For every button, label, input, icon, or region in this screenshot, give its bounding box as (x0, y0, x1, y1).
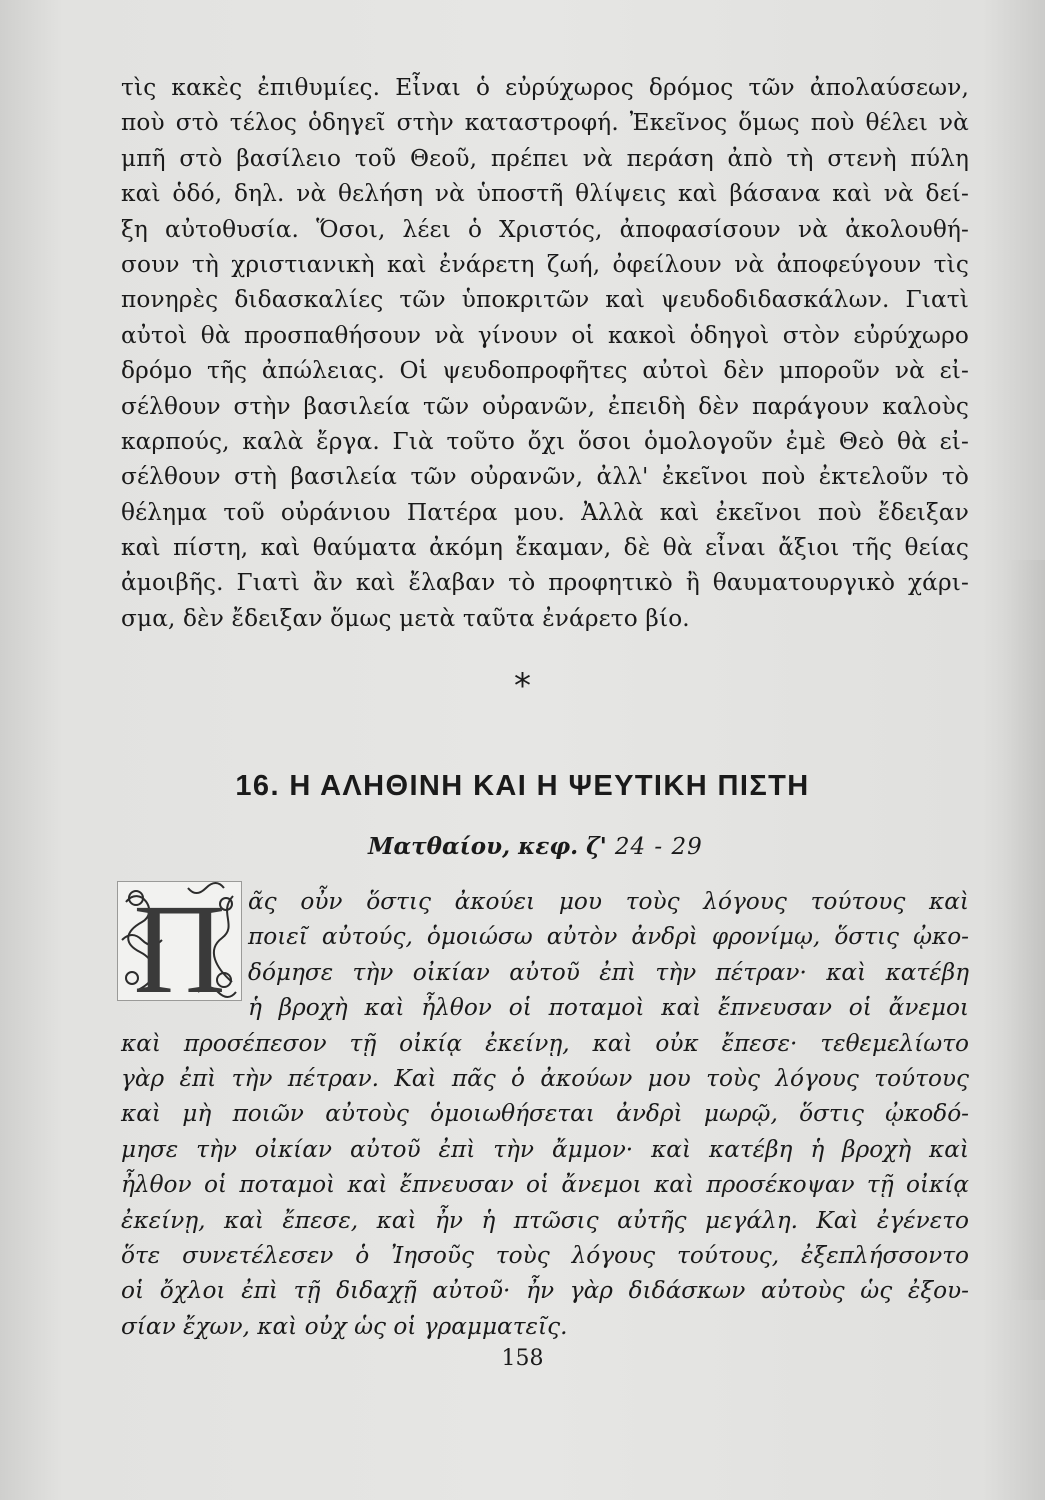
page-number: 158 (501, 1346, 544, 1371)
text-line: σέλθουν στὴ βασιλεία τῶν οὐρανῶν, ἀλλ' ἐκεῖνοι ποὺ ἐκτελοῦν τὸ (121, 463, 969, 491)
text-line: σουν τὴ χριστιανικὴ καὶ ἐνάρετη ζωή, ὀφείλουν νὰ ἀποφεύγουν τὶς (121, 250, 969, 278)
scripture-line: οἱ ὄχλοι ἐπὶ τῇ διδαχῇ αὐτοῦ· ἦν γὰρ διδάσκων αὐτοὺς ὡς ἐξου- (121, 1277, 969, 1305)
scripture-line: καὶ μὴ ποιῶν αὐτοὺς ὁμοιωθήσεται ἀνδρὶ μωρῷ, ὅστις ᾠκοδό- (121, 1100, 969, 1128)
text-line: μπῆ στὸ βασίλειο τοῦ Θεοῦ, πρέπει νὰ περάση ἀπὸ τὴ στενὴ πύλη (121, 144, 969, 172)
drop-cap-letter: Π (133, 878, 226, 1020)
scripture-line: ἐκείνῃ, καὶ ἔπεσε, καὶ ἦν ἡ πτῶσις αὐτῆς μεγάλη. Καὶ ἐγένετο (121, 1206, 969, 1234)
text-line-last: σμα, δὲν ἔδειξαν ὅμως μετὰ ταῦτα ἐνάρετο βίο. (121, 604, 690, 632)
scripture-line: ὅτε συνετέλεσεν ὁ Ἰησοῦς τοὺς λόγους τούτους, ἐξεπλήσσοντο (121, 1241, 969, 1269)
text-line: πονηρὲς διδασκαλίες τῶν ὑποκριτῶν καὶ ψευδοδιδασκάλων. Γιατὶ (121, 286, 969, 314)
text-line: τὶς κακὲς ἐπιθυμίες. Εἶναι ὁ εὐρύχωρος δρόμος τῶν ἀπολαύσεων, (121, 74, 969, 101)
section-title: 16. Η ΑΛΗΘΙΝΗ ΚΑΙ Η ΨΕΥΤΙΚΗ ΠΙΣΤΗ (235, 770, 810, 802)
section-separator: * (514, 666, 531, 706)
commentary-paragraph (121, 70, 969, 636)
text-line: ἀμοιβῆς. Γιατὶ ἂν καὶ ἔλαβαν τὸ προφητικὸ ἢ θαυματουργικὸ χάρι- (121, 569, 969, 597)
scripture-line: γὰρ ἐπὶ τὴν πέτραν. Καὶ πᾶς ὁ ἀκούων μου τοὺς λόγους τούτους (121, 1064, 969, 1092)
scripture-line: ἦλθον οἱ ποταμοὶ καὶ ἔπνευσαν οἱ ἄνεμοι καὶ προσέκοψαν τῇ οἰκίᾳ (121, 1171, 969, 1199)
text-line: ξη αὐτοθυσία. Ὅσοι, λέει ὁ Χριστός, ἀποφασίσουν νὰ ἀκολουθή- (121, 215, 969, 243)
text-line: καὶ πίστη, καὶ θαύματα ἀκόμη ἔκαμαν, δὲ θὰ εἶναι ἄξιοι τῆς θείας (121, 534, 969, 562)
reference-book: Ματθαίου, κεφ. ζ' (368, 833, 607, 860)
scripture-line: καὶ προσέπεσον τῇ οἰκίᾳ ἐκείνῃ, καὶ οὐκ ἔπεσε· τεθεμελίωτο (121, 1029, 969, 1057)
scripture-line: ποιεῖ αὐτούς, ὁμοιώσω αὐτὸν ἀνδρὶ φρονίμῳ, ὅστις ᾠκο- (248, 923, 969, 951)
scripture-line-last: σίαν ἔχων, καὶ οὐχ ὡς οἱ γραμματεῖς. (121, 1312, 568, 1340)
text-line: σέλθουν στὴν βασιλεία τῶν οὐρανῶν, ἐπειδὴ δὲν παράγουν καλοὺς (121, 392, 969, 420)
scripture-passage (121, 884, 969, 1344)
text-line: θέλημα τοῦ οὐράνιου Πατέρα μου. Ἀλλὰ καὶ ἐκεῖνοι ποὺ ἔδειξαν (121, 498, 969, 526)
text-line: καὶ ὁδό, δηλ. νὰ θελήση νὰ ὑποστῆ θλίψεις καὶ βάσανα καὶ νὰ δεί- (121, 180, 969, 208)
scripture-line: δόμησε τὴν οἰκίαν αὐτοῦ ἐπὶ τὴν πέτραν· καὶ κατέβη (248, 958, 969, 986)
scripture-line: ᾶς οὖν ὅστις ἀκούει μου τοὺς λόγους τούτους καὶ (248, 888, 969, 915)
reference-verses: 24 - 29 (614, 834, 703, 860)
scripture-line: ἡ βροχὴ καὶ ἦλθον οἱ ποταμοὶ καὶ ἔπνευσαν οἱ ἄνεμοι (248, 994, 969, 1022)
scripture-line: μησε τὴν οἰκίαν αὐτοῦ ἐπὶ τὴν ἄμμον· καὶ κατέβη ἡ βροχὴ καὶ (121, 1135, 969, 1163)
text-line: αὐτοὶ θὰ προσπαθήσουν νὰ γίνουν οἱ κακοὶ ὁδηγοὶ στὸν εὐρύχωρο (121, 321, 969, 349)
text-line: καρπούς, καλὰ ἔργα. Γιὰ τοῦτο ὄχι ὅσοι ὁμολογοῦν ἐμὲ Θεὸ θὰ εἰ- (121, 427, 969, 455)
text-line: δρόμο τῆς ἀπώλειας. Οἱ ψευδοπροφῆτες αὐτοὶ δὲν μποροῦν νὰ εἰ- (121, 357, 969, 385)
text-line: ποὺ στὸ τέλος ὁδηγεῖ στὴν καταστροφή. Ἐκεῖνος ὅμως ποὺ θέλει νὰ (121, 109, 969, 137)
scripture-reference (368, 833, 788, 860)
